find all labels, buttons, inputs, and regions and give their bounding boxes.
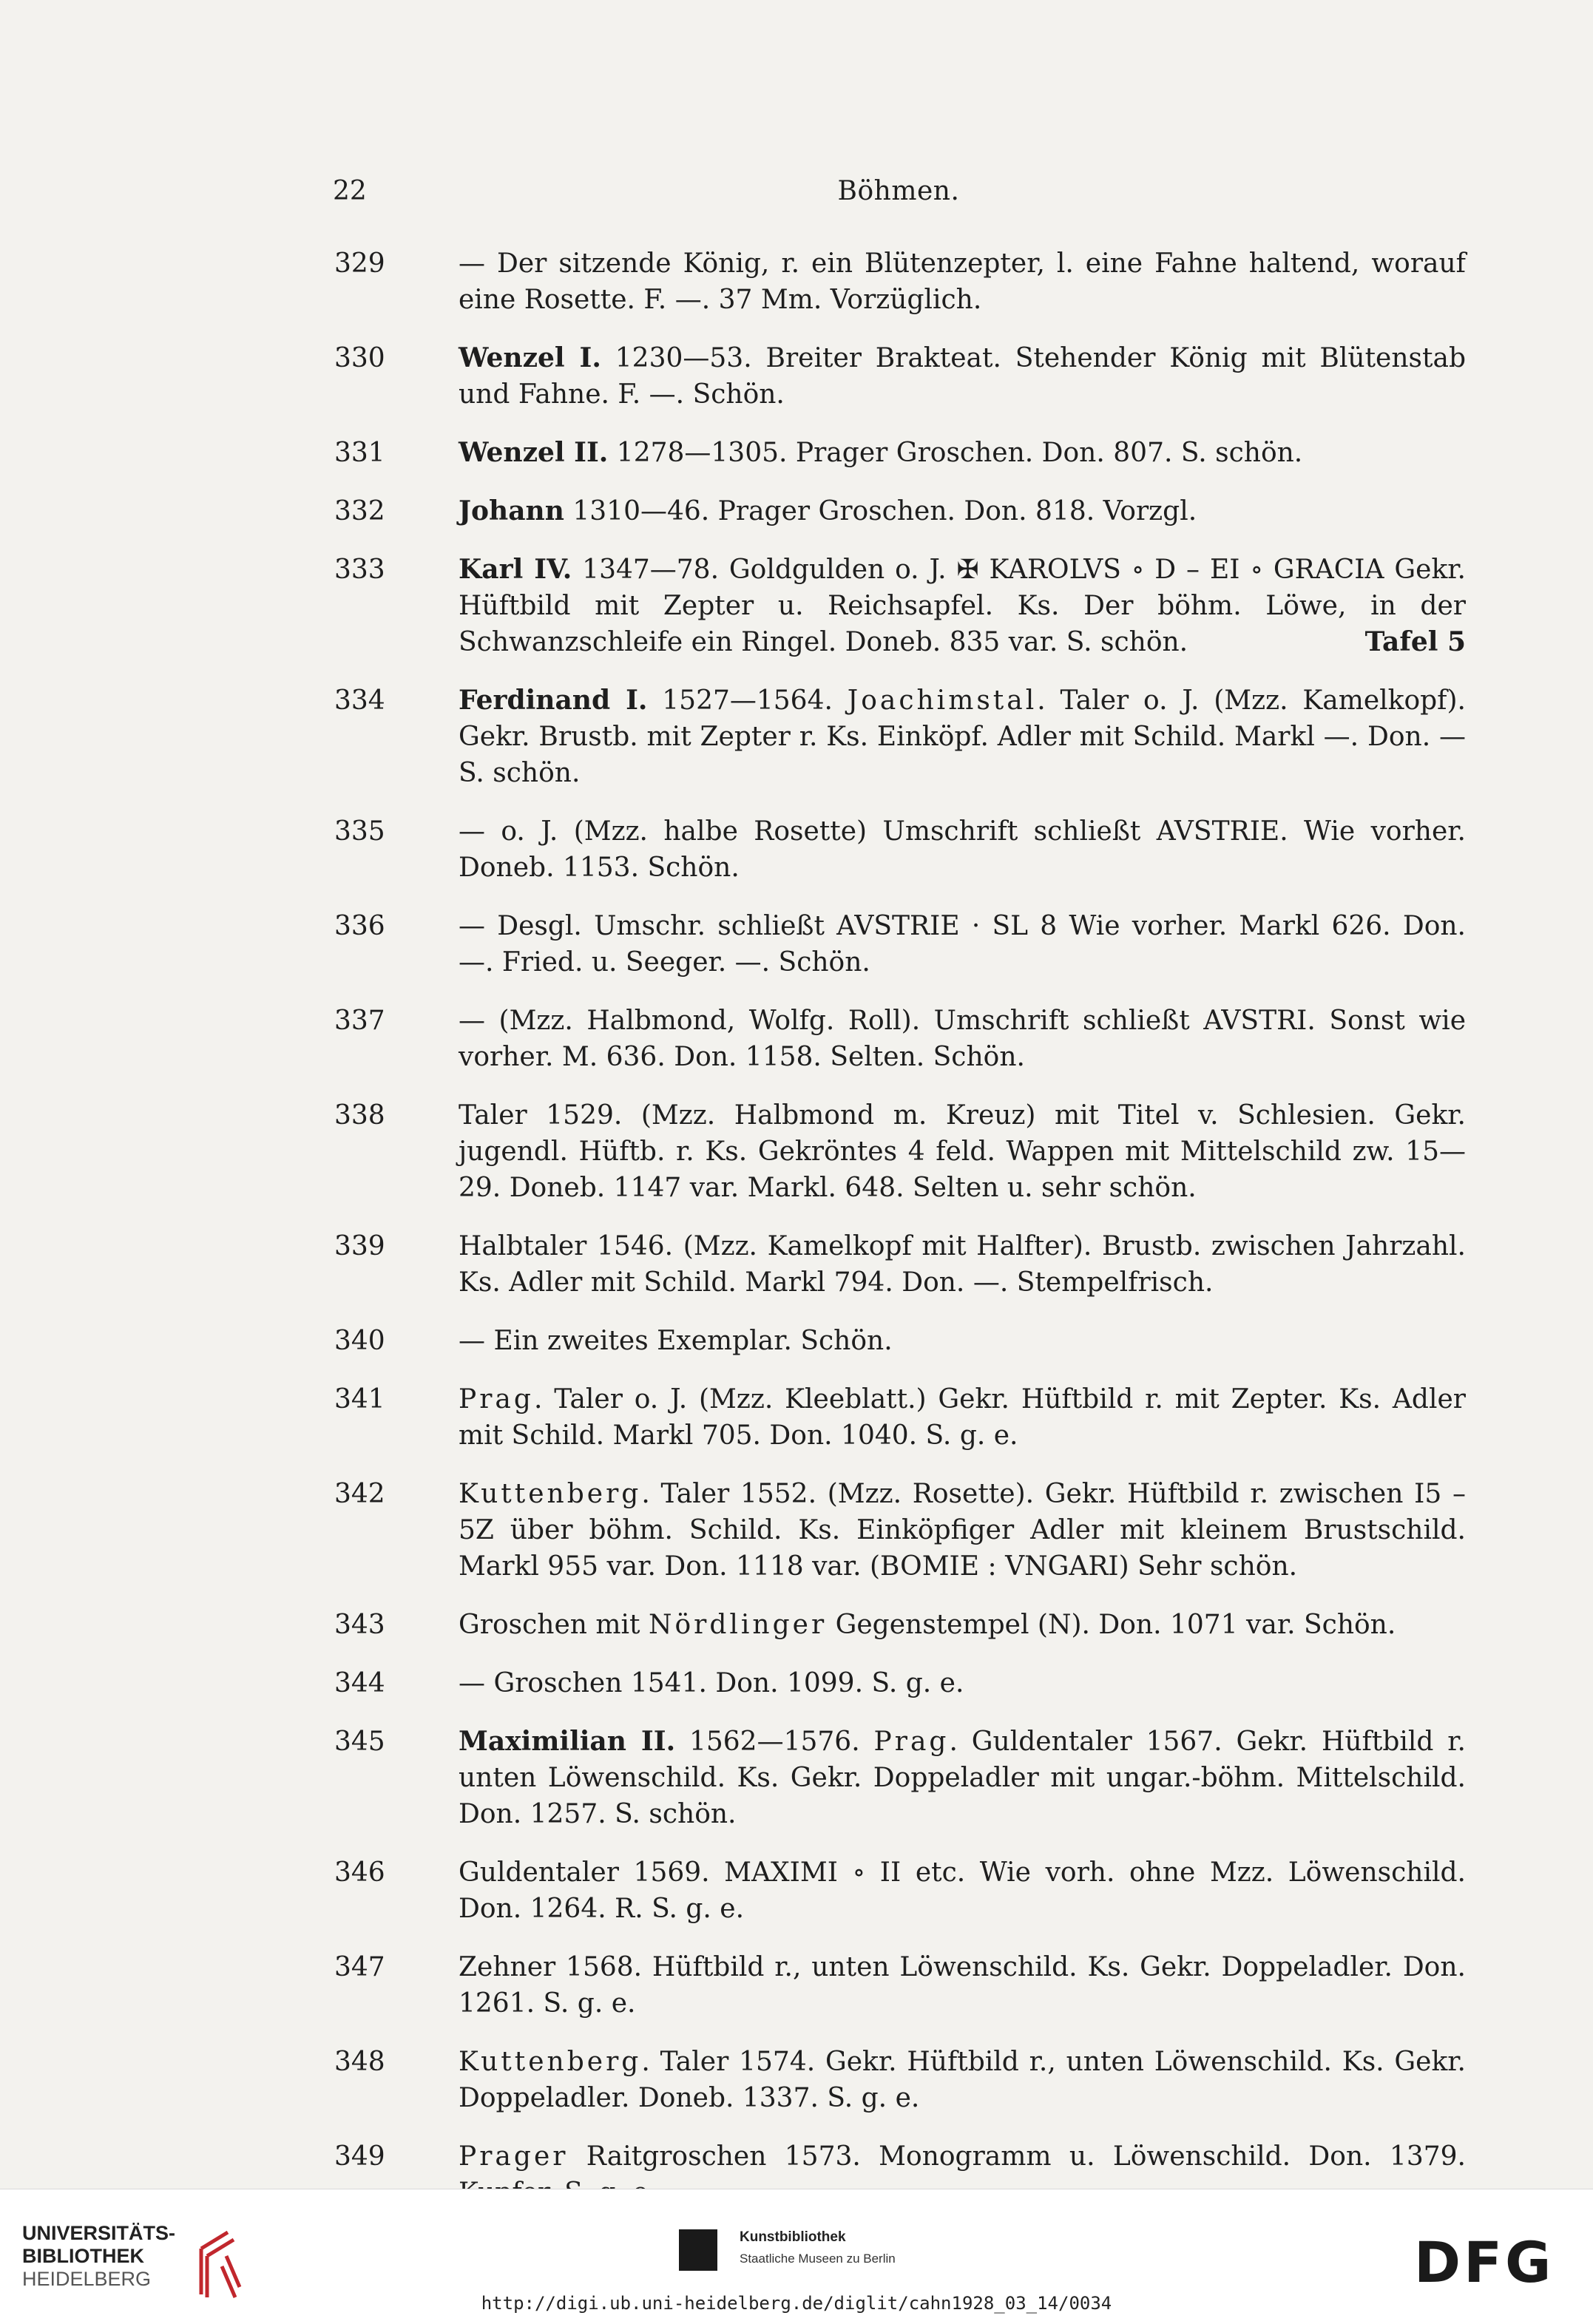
catalogue-entry — [334, 2044, 1466, 2116]
entry-number: 346 — [334, 1857, 385, 1888]
ruler-name: Wenzel II. — [459, 437, 609, 468]
entry-number: 342 — [334, 1479, 385, 1509]
catalogue-entry — [334, 1665, 1466, 1701]
ruler-name: Karl IV. — [459, 554, 572, 585]
viewer-footer — [0, 2189, 1593, 2324]
entry-number: 329 — [334, 248, 385, 279]
entry-description: 1230—53. Breiter Brakteat. Stehender König mit Blütenstab und Fahne. F. —. Schön. — [459, 343, 1466, 410]
entry-description-cont: . Taler 1552. (Mzz. Rosette). Gekr. Hüftbild r. zwischen I5 – 5Z über böhm. Schild. Ks. Einköpfiger Adler mit kleinem Brustschild. Markl 955 var. Don. 1118 var. (BOMIE : VNGARI) Sehr schön. — [459, 1479, 1466, 1582]
entry-text — [459, 685, 1466, 788]
entry-number: 336 — [334, 911, 385, 941]
entry-number: 331 — [334, 438, 385, 468]
entry-number: 332 — [334, 496, 385, 526]
entry-text — [459, 1384, 1466, 1451]
entry-number: 338 — [334, 1100, 385, 1131]
entry-text — [459, 1479, 1466, 1582]
mint-place: Prag — [459, 1384, 534, 1415]
ruler-name: Wenzel I. — [459, 342, 601, 373]
entry-description-cont: . Taler o. J. (Mzz. Kamelkopf). Gekr. Brustb. mit Zepter r. Ks. Einköpf. Adler mit Schild. Markl —. Don. — S. schön. — [459, 685, 1466, 788]
catalogue-entry — [334, 1097, 1466, 1206]
catalogue-entry — [334, 1323, 1466, 1359]
entry-text — [459, 816, 1466, 883]
catalogue-entry — [334, 1724, 1466, 1832]
catalogue-entry — [334, 1476, 1466, 1585]
entry-text — [459, 343, 1466, 410]
entry-description: 1347—78. Goldgulden o. J. ✠ KAROLVS ∘ D – EI ∘ GRACIA Gekr. Hüftbild mit Zepter u. Reichsapfel. Ks. Der böhm. Löwe, in der Schwanzschleife ein Ringel. Doneb. 835 var. S. schön. — [459, 555, 1466, 657]
catalogue-entry — [334, 1949, 1466, 2022]
ruler-name: Johann — [459, 495, 564, 526]
entry-description: 1278—1305. Prager Groschen. Don. 807. S. schön. — [608, 438, 1303, 468]
page-number: 22 — [333, 176, 367, 206]
entry-text — [459, 1610, 1396, 1640]
entry-description: — Ein zweites Exemplar. Schön. — [459, 1326, 893, 1356]
entry-description: 1310—46. Prager Groschen. Don. 818. Vorzgl. — [564, 496, 1197, 526]
entry-number: 334 — [334, 685, 385, 716]
plate-reference: Tafel 5 — [1364, 626, 1466, 657]
entry-number: 348 — [334, 2047, 385, 2077]
entry-text — [459, 1668, 964, 1698]
entry-text — [459, 1231, 1466, 1298]
catalogue-entry — [334, 813, 1466, 886]
entry-description: Guldentaler 1569. MAXIMI ∘ II etc. Wie vorh. ohne Mzz. Löwenschild. Don. 1264. R. S. g. e. — [459, 1857, 1466, 1924]
mint-place: Prag — [873, 1727, 950, 1757]
ub-line-3: HEIDELBERG — [22, 2268, 152, 2290]
kunstbibliothek-title: Kunstbibliothek — [740, 2229, 846, 2245]
entry-description-cont: . Taler 1574. Gekr. Hüftbild r., unten Löwenschild. Ks. Gekr. Doppeladler. Doneb. 1337. S. g. e. — [459, 2047, 1466, 2113]
entry-text — [459, 1100, 1466, 1203]
catalogue-entry — [334, 340, 1466, 413]
entry-description: — Desgl. Umschr. schließt AVSTRIE · SL 8 Wie vorher. Markl 626. Don. —. Fried. u. Seeger. —. Schön. — [459, 911, 1466, 978]
entry-number: 347 — [334, 1952, 385, 1982]
dfg-logo[interactable]: DFG — [1414, 2229, 1555, 2295]
entry-description-cont: Raitgroschen 1573. Monogramm u. Löwenschild. Don. 1379. — [586, 2141, 1466, 2172]
mint-place: Kuttenberg — [459, 2047, 642, 2077]
entry-text — [459, 1006, 1466, 1072]
library-logo-mark-icon — [192, 2226, 246, 2300]
catalogue-entry — [334, 682, 1466, 791]
entry-text — [459, 1326, 893, 1356]
entry-description-cont: Gegenstempel (N). Don. 1071 var. Schön. — [827, 1610, 1396, 1640]
entry-description: Zehner 1568. Hüftbild r., unten Löwenschild. Ks. Gekr. Doppeladler. Don. 1261. S. g. e. — [459, 1952, 1466, 2019]
catalogue-entry — [334, 435, 1466, 471]
entry-number: 340 — [334, 1326, 385, 1356]
entry-description: Halbtaler 1546. (Mzz. Kamelkopf mit Halfter). Brustb. zwischen Jahrzahl. Ks. Adler mit Schild. Markl 794. Don. —. Stempelfrisch. — [459, 1231, 1466, 1298]
catalogue-entry — [334, 1854, 1466, 1927]
entry-text — [459, 496, 1197, 526]
entry-text — [459, 555, 1466, 657]
ub-line-1: UNIVERSITÄTS- — [22, 2222, 176, 2244]
entry-description: — (Mzz. Halbmond, Wolfg. Roll). Umschrift schließt AVSTRI. Sonst wie vorher. M. 636. Don. 1158. Selten. Schön. — [459, 1006, 1466, 1072]
mint-place: Prager — [459, 2141, 569, 2172]
mint-place: Kuttenberg — [459, 1479, 642, 1509]
entry-text — [459, 1952, 1466, 2019]
entry-text — [459, 2047, 1466, 2113]
catalogue-entry — [334, 1381, 1466, 1454]
entry-description: — o. J. (Mzz. halbe Rosette) Umschrift schließt AVSTRIE. Wie vorher. Doneb. 1153. Schön. — [459, 816, 1466, 883]
entry-text — [459, 1857, 1466, 1924]
entry-text — [459, 1727, 1466, 1829]
permalink-url[interactable]: http://digi.ub.uni-heidelberg.de/diglit/cahn1928_03_14/0034 — [481, 2293, 1112, 2314]
entry-text — [459, 911, 1466, 978]
catalogue-entry — [334, 493, 1466, 529]
entry-number: 337 — [334, 1006, 385, 1036]
entry-text — [459, 248, 1466, 315]
catalogue-entry — [334, 245, 1466, 318]
ruler-name: Ferdinand I. — [459, 685, 648, 716]
catalogue-entry — [334, 1607, 1466, 1643]
catalogue-entry — [334, 1228, 1466, 1301]
ub-line-2: BIBLIOTHEK — [22, 2245, 144, 2267]
entry-description: — Der sitzende König, r. ein Blütenzepter, l. eine Fahne haltend, worauf eine Rosette. F. —. 37 Mm. Vorzüglich. — [459, 248, 1466, 315]
entry-number: 344 — [334, 1668, 385, 1698]
catalogue-entry — [334, 908, 1466, 980]
ruler-name: Maximilian II. — [459, 1726, 676, 1757]
entry-description: 1562—1576. — [675, 1727, 874, 1757]
entry-description: — Groschen 1541. Don. 1099. S. g. e. — [459, 1668, 964, 1698]
kunstbibliothek-logo[interactable] — [679, 2225, 945, 2284]
entry-description: 1527—1564. — [647, 685, 848, 716]
entry-number: 339 — [334, 1231, 385, 1261]
entry-number: 341 — [334, 1384, 385, 1415]
entry-number: 330 — [334, 343, 385, 373]
kunstbibliothek-subtitle: Staatliche Museen zu Berlin — [740, 2252, 896, 2266]
university-library-logo[interactable] — [22, 2222, 244, 2303]
entry-number: 333 — [334, 555, 385, 585]
catalogue-entry — [334, 552, 1466, 660]
page-header — [333, 176, 1464, 213]
university-library-wordmark — [22, 2222, 175, 2291]
entry-text — [459, 438, 1302, 468]
entry-number: 335 — [334, 816, 385, 847]
entry-description-cont: . Taler o. J. (Mzz. Kleeblatt.) Gekr. Hüftbild r. mit Zepter. Ks. Adler mit Schild. Markl 705. Don. 1040. S. g. e. — [459, 1384, 1466, 1451]
mint-place: Joachimstal — [847, 685, 1038, 716]
catalogue-entries — [334, 245, 1466, 2233]
running-title: Böhmen. — [837, 176, 960, 206]
mint-place: Nördlinger — [648, 1610, 828, 1640]
kunstbibliothek-mark-icon — [679, 2229, 717, 2271]
entry-number: 345 — [334, 1727, 385, 1757]
catalogue-entry — [334, 1003, 1466, 1075]
entry-number: 343 — [334, 1610, 385, 1640]
entry-description: Groschen mit — [459, 1610, 649, 1640]
entry-description-cont: . Guldentaler 1567. Gekr. Hüftbild r. unten Löwenschild. Ks. Gekr. Doppeladler mit ungar.-böhm. Mittelschild. Don. 1257. S. schön. — [459, 1727, 1466, 1829]
entry-number: 349 — [334, 2141, 385, 2172]
entry-description: Taler 1529. (Mzz. Halbmond m. Kreuz) mit Titel v. Schlesien. Gekr. jugendl. Hüftb. r. Ks. Gekröntes 4 feld. Wappen mit Mittelschild zw. 15—29. Doneb. 1147 var. Markl. 648. Selten u. sehr schön. — [459, 1100, 1466, 1203]
